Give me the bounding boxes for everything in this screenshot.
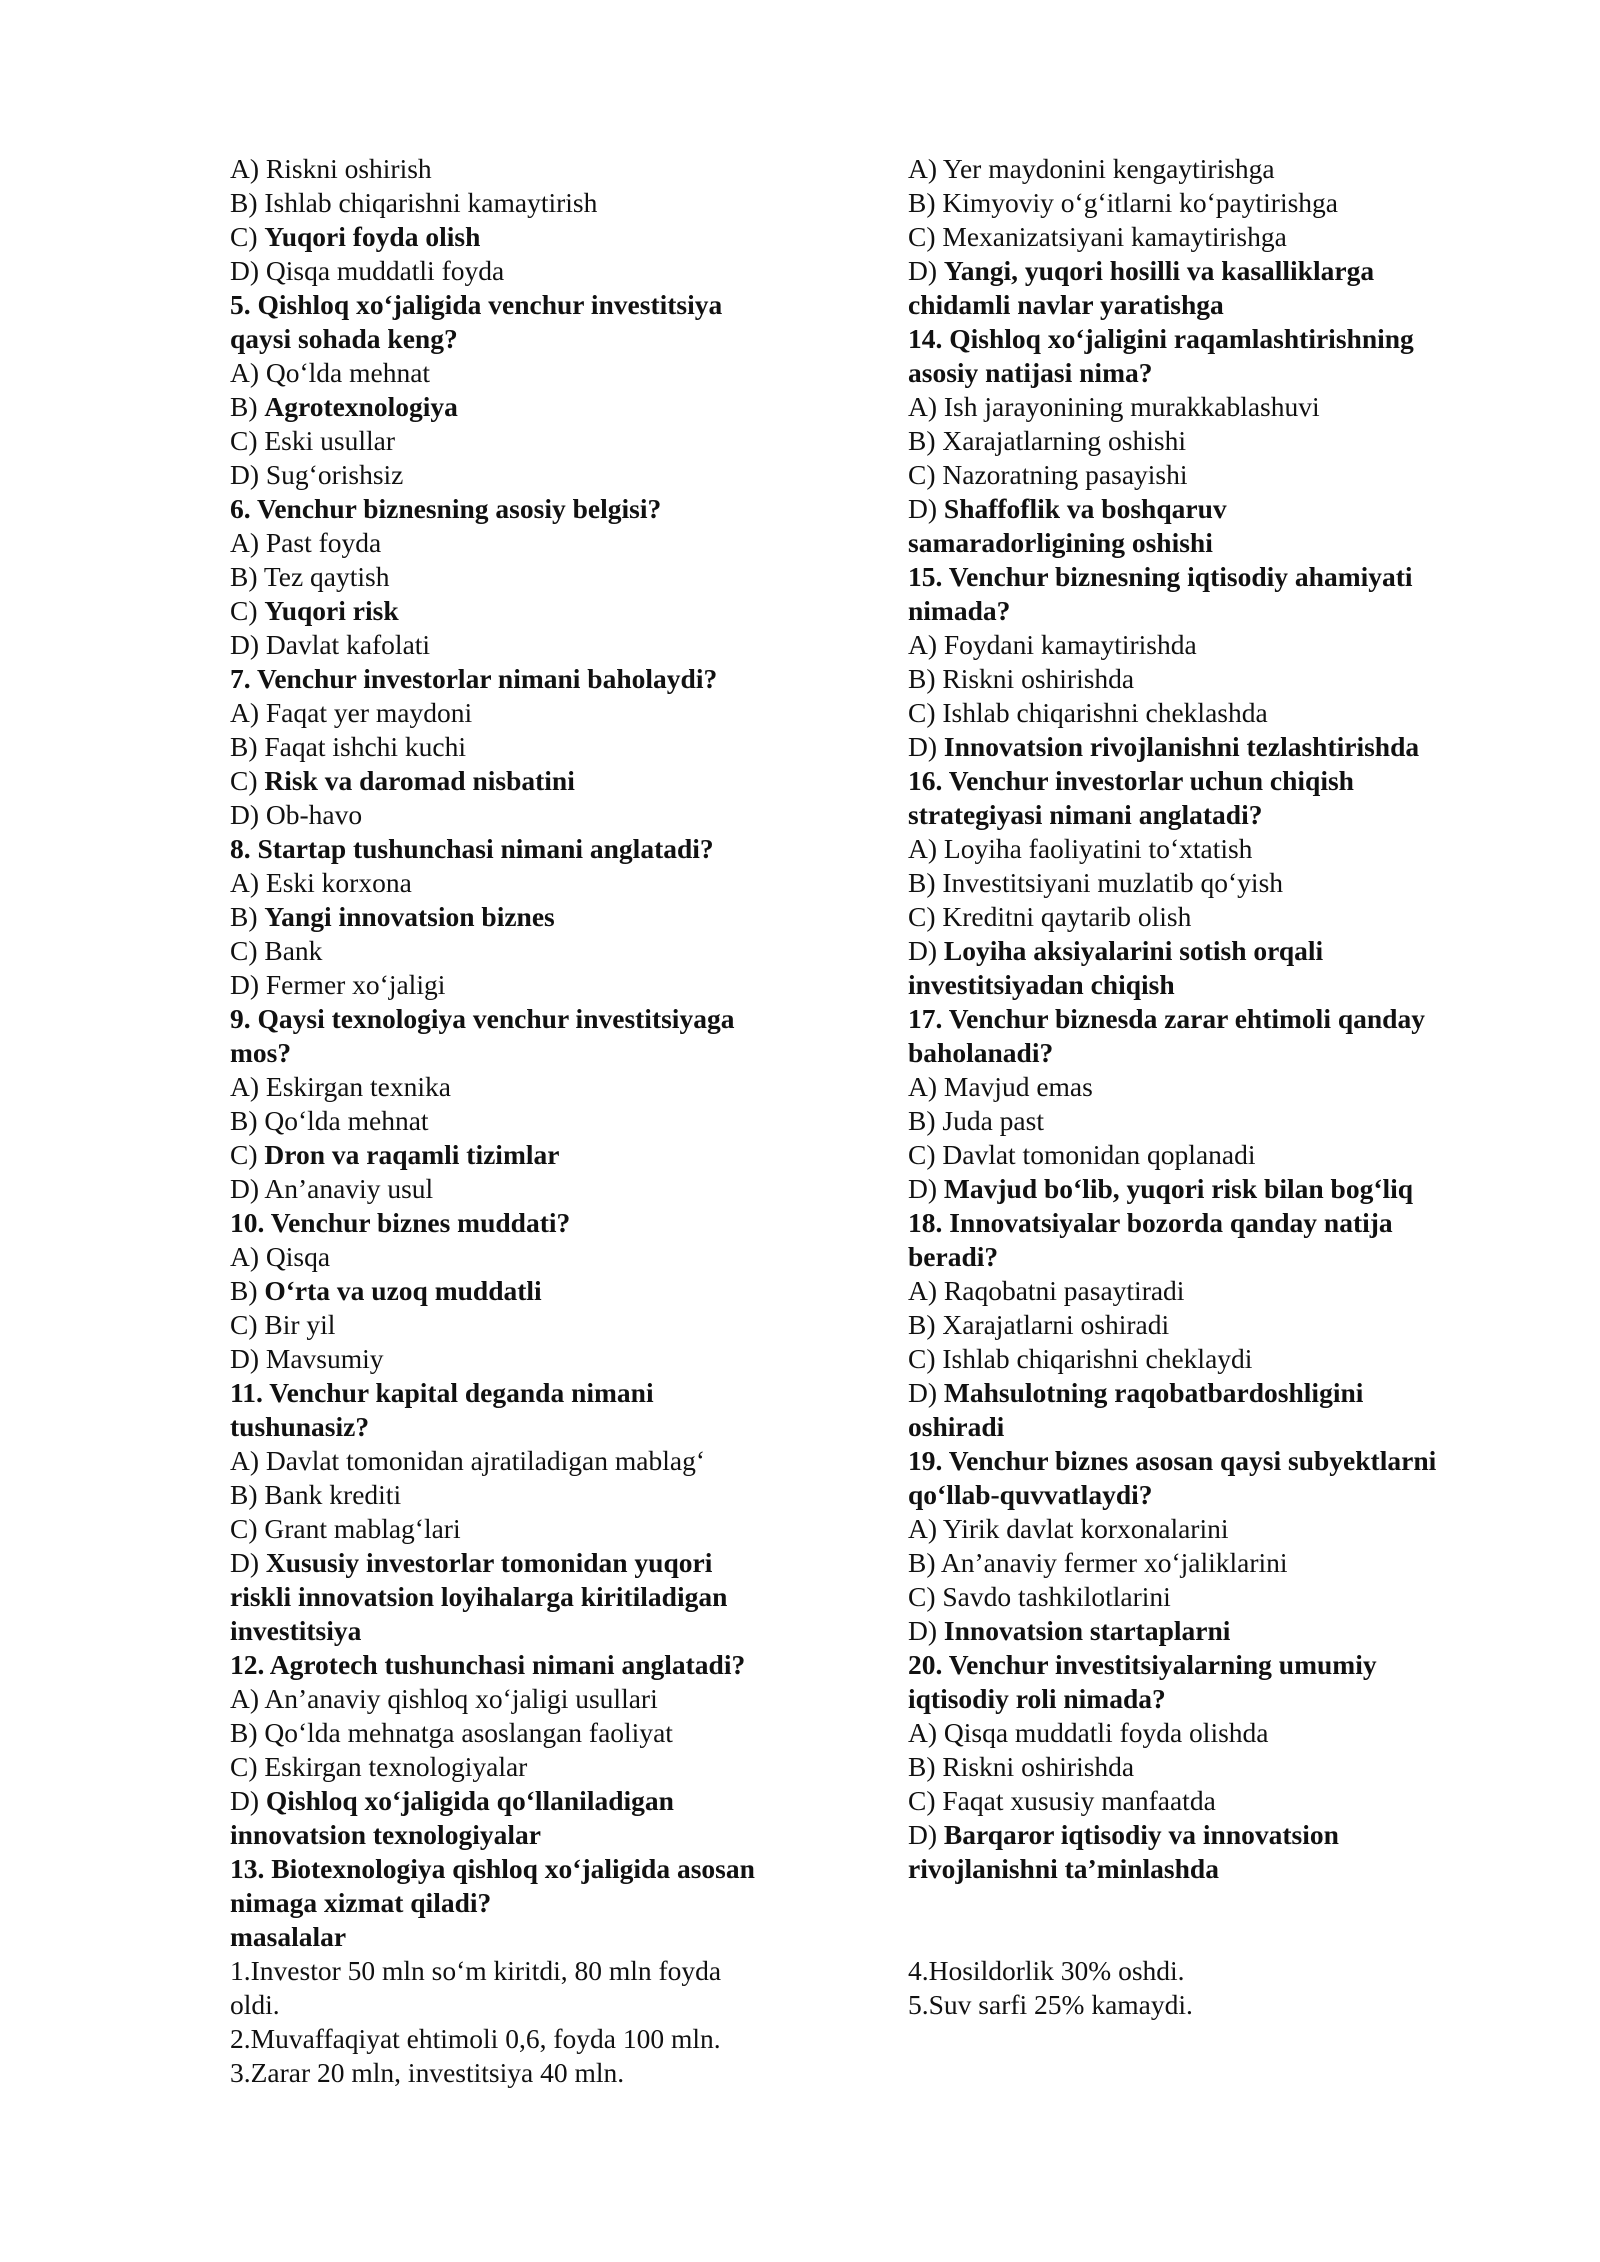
option-line: B) Bank krediti <box>230 1479 402 1510</box>
correct-option-line <box>230 1546 930 1580</box>
option-line: C) Grant mablag‘lari <box>230 1513 461 1544</box>
correct-answer-text: Xususiy investorlar tomonidan yuqori <box>265 1547 713 1578</box>
question-line: baholanadi? <box>908 1037 1054 1068</box>
question-line: 18. Innovatsiyalar bozorda qanday natija <box>908 1207 1393 1238</box>
option-line: D) Fermer xo‘jaligi <box>230 969 446 1000</box>
option-line: B) Riskni oshirishda <box>908 663 1135 694</box>
question-line: oshiradi <box>908 1411 1005 1442</box>
option-line: D) Qisqa muddatli foyda <box>230 255 505 286</box>
option-letter: C) <box>230 1139 265 1170</box>
question-line: 14. Qishloq xo‘jaligini raqamlashtirishning <box>908 323 1414 354</box>
question-line: 6. Venchur biznesning asosiy belgisi? <box>230 493 662 524</box>
correct-option-line <box>230 390 930 424</box>
question-line: riskli innovatsion loyihalarga kiritiladigan <box>230 1581 728 1612</box>
option-line: D) Sug‘orishsiz <box>230 459 404 490</box>
option-letter: D) <box>908 1377 944 1408</box>
correct-option-line <box>908 1376 1508 1410</box>
question-line: nimada? <box>908 595 1011 626</box>
option-line: A) Eskirgan texnika <box>230 1071 451 1102</box>
option-line: A) Foydani kamaytirishda <box>908 629 1197 660</box>
option-line: C) Faqat xususiy manfaatda <box>908 1785 1216 1816</box>
option-line: A) Loyiha faoliyatini to‘xtatish <box>908 833 1253 864</box>
option-line: A) Ish jarayonining murakkablashuvi <box>908 391 1320 422</box>
correct-answer-text: Mavjud bo‘lib, yuqori risk bilan bog‘liq <box>943 1173 1414 1204</box>
option-letter: D) <box>908 731 944 762</box>
option-line: A) Qisqa muddatli foyda olishda <box>908 1717 1269 1748</box>
option-line: B) Faqat ishchi kuchi <box>230 731 467 762</box>
question-line: 19. Venchur biznes asosan qaysi subyektlarni <box>908 1445 1437 1476</box>
option-line: B) Qo‘lda mehnatga asoslangan faoliyat <box>230 1717 673 1748</box>
question-line: strategiyasi nimani anglatadi? <box>908 799 1263 830</box>
correct-option-line <box>908 730 1508 764</box>
question-line: chidamli navlar yaratishga <box>908 289 1224 320</box>
correct-answer-text: Yangi, yuqori hosilli va kasalliklarga <box>943 255 1375 286</box>
option-line: oldi. <box>230 1989 280 2020</box>
correct-option-line <box>230 220 930 254</box>
option-line: B) Kimyoviy o‘g‘itlarni ko‘paytirishga <box>908 187 1338 218</box>
option-line: B) Tez qaytish <box>230 561 390 592</box>
question-line: nimaga xizmat qiladi? <box>230 1887 492 1918</box>
question-line: iqtisodiy roli nimada? <box>908 1683 1166 1714</box>
question-line: masalalar <box>230 1921 347 1952</box>
question-line: 5. Qishloq xo‘jaligida venchur investitsiya <box>230 289 723 320</box>
question-line: qo‘llab-quvvatlaydi? <box>908 1479 1153 1510</box>
correct-answer-text: Yuqori foyda olish <box>264 221 481 252</box>
option-line: C) Eskirgan texnologiyalar <box>230 1751 528 1782</box>
correct-option-line <box>230 764 930 798</box>
left-column <box>230 152 930 2090</box>
option-line: B) Qo‘lda mehnat <box>230 1105 429 1136</box>
question-line: asosiy natijasi nima? <box>908 357 1153 388</box>
question-line: 15. Venchur biznesning iqtisodiy ahamiyati <box>908 561 1413 592</box>
option-line: B) An’anaviy fermer xo‘jaliklarini <box>908 1547 1288 1578</box>
option-line: A) An’anaviy qishloq xo‘jaligi usullari <box>230 1683 658 1714</box>
option-letter: D) <box>908 1615 944 1646</box>
correct-answer-text: Dron va raqamli tizimlar <box>264 1139 560 1170</box>
question-line: beradi? <box>908 1241 999 1272</box>
option-line: A) Yer maydonini kengaytirishga <box>908 153 1275 184</box>
option-letter: C) <box>230 765 265 796</box>
question-line: 8. Startap tushunchasi nimani anglatadi? <box>230 833 714 864</box>
option-line: C) Eski usullar <box>230 425 395 456</box>
correct-option-line <box>230 1784 930 1818</box>
correct-answer-text: Agrotexnologiya <box>264 391 458 422</box>
question-line: 7. Venchur investorlar nimani baholaydi? <box>230 663 718 694</box>
option-line: C) Ishlab chiqarishni cheklashda <box>908 697 1268 728</box>
option-line: 3.Zarar 20 mln, investitsiya 40 mln. <box>230 2057 625 2088</box>
correct-option-line <box>230 1274 930 1308</box>
correct-answer-text: Innovatsion rivojlanishni tezlashtirishda <box>943 731 1420 762</box>
option-letter: B) <box>230 901 265 932</box>
option-line: B) Xarajatlarni oshiradi <box>908 1309 1170 1340</box>
question-line: rivojlanishni ta’minlashda <box>908 1853 1219 1884</box>
question-line: tushunasiz? <box>230 1411 370 1442</box>
option-letter: D) <box>908 493 944 524</box>
question-line: 12. Agrotech tushunchasi nimani anglatadi? <box>230 1649 746 1680</box>
question-line: 13. Biotexnologiya qishloq xo‘jaligida asosan <box>230 1853 755 1884</box>
blank-line <box>908 1886 1508 1920</box>
option-letter: C) <box>230 595 265 626</box>
option-line: A) Mavjud emas <box>908 1071 1093 1102</box>
option-line: C) Mexanizatsiyani kamaytirishga <box>908 221 1287 252</box>
correct-answer-text: Qishloq xo‘jaligida qo‘llaniladigan <box>265 1785 674 1816</box>
correct-answer-text: Yangi innovatsion biznes <box>264 901 555 932</box>
right-column <box>908 152 1508 2022</box>
option-letter: D) <box>908 935 944 966</box>
question-line: 9. Qaysi texnologiya venchur investitsiyaga <box>230 1003 735 1034</box>
option-letter: D) <box>908 1819 944 1850</box>
option-line: B) Riskni oshirishda <box>908 1751 1135 1782</box>
option-line: C) Bir yil <box>230 1309 336 1340</box>
option-letter: D) <box>230 1547 266 1578</box>
question-line: 16. Venchur investorlar uchun chiqish <box>908 765 1354 796</box>
option-letter: C) <box>230 221 265 252</box>
correct-option-line <box>908 1172 1508 1206</box>
option-line: B) Juda past <box>908 1105 1044 1136</box>
correct-option-line <box>908 254 1508 288</box>
option-letter: D) <box>230 1785 266 1816</box>
option-line: C) Kreditni qaytarib olish <box>908 901 1192 932</box>
question-line: qaysi sohada keng? <box>230 323 458 354</box>
blank-line <box>908 1920 1508 1954</box>
option-line: A) Past foyda <box>230 527 382 558</box>
option-line: D) Ob-havo <box>230 799 363 830</box>
correct-answer-text: Loyiha aksiyalarini sotish orqali <box>943 935 1324 966</box>
correct-option-line <box>908 934 1508 968</box>
question-line: mos? <box>230 1037 292 1068</box>
option-line: 5.Suv sarfi 25% kamaydi. <box>908 1989 1193 2020</box>
correct-answer-text: Mahsulotning raqobatbardoshligini <box>943 1377 1364 1408</box>
correct-option-line <box>908 492 1508 526</box>
option-letter: D) <box>908 1173 944 1204</box>
option-line: C) Davlat tomonidan qoplanadi <box>908 1139 1256 1170</box>
question-line: 10. Venchur biznes muddati? <box>230 1207 571 1238</box>
question-line: investitsiya <box>230 1615 362 1646</box>
option-line: A) Yirik davlat korxonalarini <box>908 1513 1229 1544</box>
option-line: C) Nazoratning pasayishi <box>908 459 1188 490</box>
correct-answer-text: O‘rta va uzoq muddatli <box>264 1275 542 1306</box>
option-line: A) Faqat yer maydoni <box>230 697 473 728</box>
correct-answer-text: Shaffoflik va boshqaruv <box>943 493 1227 524</box>
option-line: 2.Muvaffaqiyat ehtimoli 0,6, foyda 100 mln. <box>230 2023 721 2054</box>
correct-option-line <box>908 1614 1508 1648</box>
option-line: D) Mavsumiy <box>230 1343 384 1374</box>
option-line: C) Ishlab chiqarishni cheklaydi <box>908 1343 1253 1374</box>
question-line: 20. Venchur investitsiyalarning umumiy <box>908 1649 1377 1680</box>
correct-option-line <box>908 1818 1508 1852</box>
correct-option-line <box>230 900 930 934</box>
option-line: C) Bank <box>230 935 323 966</box>
question-line: 17. Venchur biznesda zarar ehtimoli qanday <box>908 1003 1425 1034</box>
option-letter: D) <box>908 255 944 286</box>
option-line: B) Investitsiyani muzlatib qo‘yish <box>908 867 1284 898</box>
option-line: A) Raqobatni pasaytiradi <box>908 1275 1185 1306</box>
option-line: B) Ishlab chiqarishni kamaytirish <box>230 187 598 218</box>
option-line: A) Davlat tomonidan ajratiladigan mablag‘ <box>230 1445 705 1476</box>
correct-answer-text: Yuqori risk <box>264 595 399 626</box>
option-line: 1.Investor 50 mln so‘m kiritdi, 80 mln foyda <box>230 1955 722 1986</box>
correct-answer-text: Risk va daromad nisbatini <box>264 765 575 796</box>
correct-option-line <box>230 1138 930 1172</box>
correct-option-line <box>230 594 930 628</box>
option-line: B) Xarajatlarning oshishi <box>908 425 1186 456</box>
question-line: investitsiyadan chiqish <box>908 969 1175 1000</box>
question-line: samaradorligining oshishi <box>908 527 1213 558</box>
question-line: innovatsion texnologiyalar <box>230 1819 541 1850</box>
option-line: A) Qo‘lda mehnat <box>230 357 431 388</box>
correct-answer-text: Barqaror iqtisodiy va innovatsion <box>943 1819 1339 1850</box>
question-line: 11. Venchur kapital deganda nimani <box>230 1377 654 1408</box>
option-line: A) Qisqa <box>230 1241 331 1272</box>
option-line: A) Eski korxona <box>230 867 412 898</box>
option-line: A) Riskni oshirish <box>230 153 432 184</box>
correct-answer-text: Innovatsion startaplarni <box>943 1615 1231 1646</box>
option-letter: B) <box>230 391 265 422</box>
option-line: C) Savdo tashkilotlarini <box>908 1581 1171 1612</box>
option-line: D) An’anaviy usul <box>230 1173 434 1204</box>
option-letter: B) <box>230 1275 265 1306</box>
option-line: D) Davlat kafolati <box>230 629 431 660</box>
option-line: 4.Hosildorlik 30% oshdi. <box>908 1955 1185 1986</box>
